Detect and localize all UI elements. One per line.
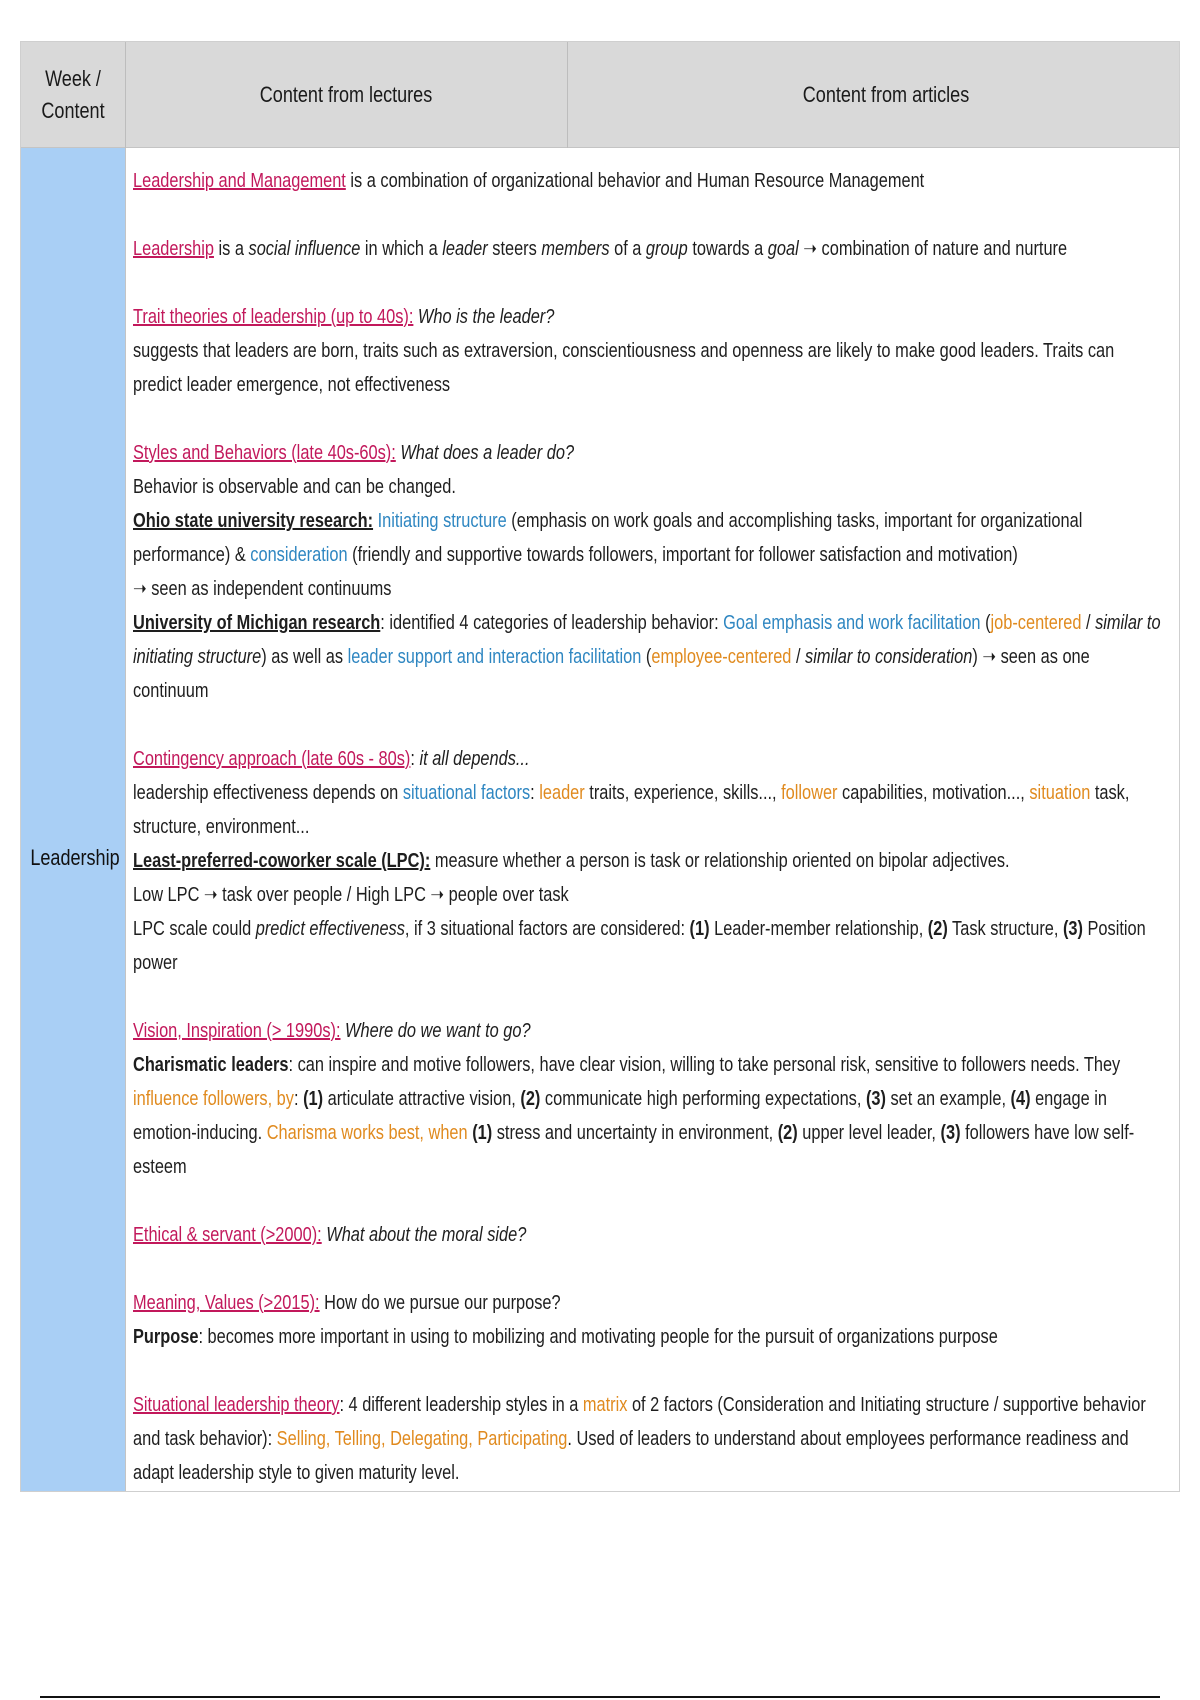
bold-text: Purpose — [133, 1326, 199, 1348]
term-ethical: Ethical & servant (>2000): — [133, 1224, 322, 1246]
para-vision — [133, 1014, 1164, 1184]
text: is a combination of organizational behavior and Human Resource Management — [345, 170, 925, 192]
text: towards a — [687, 238, 768, 260]
em-text: similar to consideration — [805, 646, 973, 668]
text: / — [1081, 612, 1096, 634]
table-header-row — [21, 42, 1179, 148]
term-ohio: Ohio state university research: — [133, 510, 374, 532]
header-week-content — [30, 42, 115, 148]
text: is a — [213, 238, 249, 260]
topic-cell — [21, 148, 126, 1491]
orange-text: job-centered — [990, 612, 1082, 634]
text: / — [791, 646, 806, 668]
bold-text: (4) — [1010, 1088, 1031, 1110]
para-contingency — [133, 742, 1164, 980]
notes-table — [20, 41, 1180, 1492]
orange-text: follower — [781, 782, 838, 804]
text: . Used of leaders to understand about employees performance readiness and adapt leadership style to given maturity level. — [133, 1428, 1129, 1484]
bold-text: (2) — [927, 918, 948, 940]
term-situational: Situational leadership theory — [133, 1394, 340, 1416]
text: measure whether a person is task or relationship oriented on bipolar adjectives. — [430, 850, 1010, 872]
text: : — [530, 782, 540, 804]
header-week-line1: Week / — [45, 66, 101, 91]
para-trait-theories — [133, 300, 1164, 402]
para-ethical — [133, 1218, 1164, 1252]
text: stress and uncertainty in environment, — [492, 1122, 778, 1144]
em-text: social influence — [248, 238, 361, 260]
bold-text: (1) — [472, 1122, 493, 1144]
text: (emphasis on work goals and accomplishing tasks, important for organizational performance) & — [133, 510, 1083, 566]
text: : becomes more important in using to mobilizing and motivating people for the pursuit of organizations purpose — [198, 1326, 998, 1348]
term-michigan: University of Michigan research — [133, 612, 381, 634]
bold-text: (1) — [303, 1088, 324, 1110]
text: : 4 different leadership styles in a — [339, 1394, 583, 1416]
text: Task structure, — [947, 918, 1063, 940]
text: articulate attractive vision, — [323, 1088, 521, 1110]
bold-text: (3) — [865, 1088, 886, 1110]
para-meaning — [133, 1286, 1164, 1354]
text: ➝ combination of nature and nurture — [798, 238, 1068, 260]
text: Low LPC ➝ task over people / High LPC ➝ people over task — [133, 884, 569, 906]
text: task, structure, environment... — [133, 782, 1130, 838]
page-bottom-rule — [40, 1696, 1160, 1698]
text: : identified 4 categories of leadership behavior: — [380, 612, 724, 634]
text: engage in emotion-inducing. — [133, 1088, 1107, 1144]
term-lpc: Least-preferred-coworker scale (LPC): — [133, 850, 431, 872]
text: Position power — [133, 918, 1146, 974]
text: set an example, — [885, 1088, 1011, 1110]
orange-text: situation — [1029, 782, 1091, 804]
text: : — [410, 748, 420, 770]
bold-text: (2) — [777, 1122, 798, 1144]
para-situational — [133, 1388, 1164, 1490]
bold-text: (2) — [520, 1088, 541, 1110]
text: of a — [609, 238, 646, 260]
text: upper level leader, — [797, 1122, 941, 1144]
em-text: it all depends... — [419, 748, 530, 770]
em-text: leader — [442, 238, 488, 260]
text: Behavior is observable and can be changed. — [133, 476, 456, 498]
bold-text: Charismatic leaders — [133, 1054, 289, 1076]
text: communicate high performing expectations, — [540, 1088, 866, 1110]
text: of 2 factors (Consideration and Initiating structure / supportive behavior and task behavior): — [133, 1394, 1146, 1450]
term-meaning: Meaning, Values (>2015): — [133, 1292, 320, 1314]
para-leadership-management — [133, 164, 1164, 198]
term-styles-behaviors: Styles and Behaviors (late 40s-60s): — [133, 442, 396, 464]
em-text: Where do we want to go? — [340, 1020, 531, 1042]
em-text: group — [645, 238, 688, 260]
orange-text: Selling, Telling, Delegating, Participating — [276, 1428, 568, 1450]
term-contingency: Contingency approach (late 60s - 80s) — [133, 748, 411, 770]
orange-text: influence followers, by — [133, 1088, 294, 1110]
orange-text: Charisma works best, when — [266, 1122, 468, 1144]
text: leadership effectiveness depends on — [133, 782, 403, 804]
bold-text: (3) — [940, 1122, 961, 1144]
em-text: members — [541, 238, 610, 260]
em-text: What does a leader do? — [395, 442, 575, 464]
em-text: What about the moral side? — [321, 1224, 527, 1246]
text: : — [293, 1088, 304, 1110]
text: How do we pursue our purpose? — [319, 1292, 561, 1314]
header-lectures: Content from lectures — [259, 82, 433, 107]
bold-text: (1) — [689, 918, 710, 940]
blue-text: Goal emphasis and work facilitation — [723, 612, 981, 634]
header-divider — [567, 42, 568, 148]
text: ( — [641, 646, 652, 668]
text: ) as well as — [261, 646, 348, 668]
text: steers — [487, 238, 542, 260]
para-styles-behaviors — [133, 436, 1164, 708]
text: Leader-member relationship, — [709, 918, 928, 940]
topic-label: Leadership — [30, 845, 120, 870]
blue-text: leader support and interaction facilitation — [347, 646, 642, 668]
em-text: Who is the leader? — [413, 306, 555, 328]
text: LPC scale could — [133, 918, 256, 940]
header-articles: Content from articles — [802, 82, 970, 107]
term-vision: Vision, Inspiration (> 1990s): — [133, 1020, 341, 1042]
text: , if 3 situational factors are considered: — [404, 918, 690, 940]
lecture-notes — [133, 164, 1164, 1490]
blue-text: Initiating structure — [377, 510, 507, 532]
header-week-line2: Content — [41, 98, 105, 123]
bold-text: (3) — [1062, 918, 1083, 940]
text: ) ➝ seen as one continuum — [133, 646, 1090, 702]
orange-text: employee-centered — [651, 646, 792, 668]
text: suggests that leaders are born, traits such as extraversion, conscientiousness and openness are likely to make good leaders. Traits can predict leader emergence, not effectiveness — [133, 340, 1115, 396]
text: in which a — [360, 238, 443, 260]
em-text: predict effectiveness — [255, 918, 405, 940]
text: ➝ seen as independent continuums — [133, 578, 392, 600]
blue-text: consideration — [250, 544, 348, 566]
text: traits, experience, skills..., — [584, 782, 782, 804]
lecture-content-cell — [127, 148, 1179, 1491]
text: capabilities, motivation..., — [837, 782, 1030, 804]
text: followers have low self-esteem — [133, 1122, 1135, 1178]
term-leadership: Leadership — [133, 238, 214, 260]
em-text: goal — [767, 238, 799, 260]
term-trait-theories: Trait theories of leadership (up to 40s): — [133, 306, 414, 328]
orange-text: matrix — [582, 1394, 628, 1416]
orange-text: leader — [539, 782, 585, 804]
text: ( — [980, 612, 991, 634]
para-leadership-definition — [133, 232, 1164, 266]
text: (friendly and supportive towards followers, important for follower satisfaction and motivation) — [347, 544, 1018, 566]
text: : can inspire and motive followers, have clear vision, willing to take personal risk, sensitive to followers needs. They — [288, 1054, 1121, 1076]
blue-text: situational factors — [402, 782, 531, 804]
term-leadership-management: Leadership and Management — [133, 170, 346, 192]
em-text: similar to initiating structure — [133, 612, 1161, 668]
